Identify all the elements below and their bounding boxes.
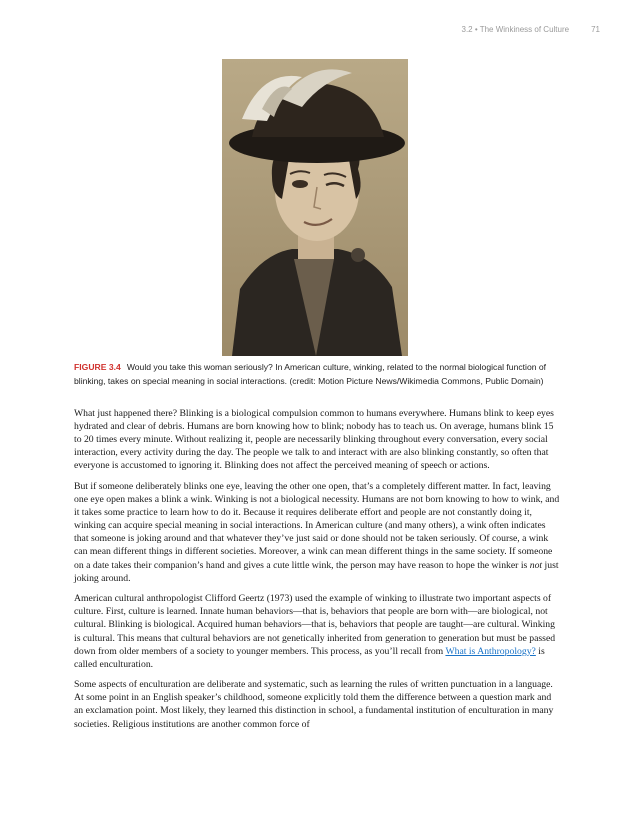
- paragraph: Some aspects of enculturation are deliberate and systematic, such as learning the rules of written punctuation in a language. At some point in an English speaker’s childhood, someone explicitly told them the difference between a question mark and an exclamation point. Most likely, they learned this distinction in school, a fundamental institution of enculturation in many societies. Religious institutions are another common force of: [74, 679, 554, 730]
- body-text: [74, 407, 560, 738]
- page-number: 71: [591, 25, 600, 34]
- section-title: 3.2 • The Winkiness of Culture: [461, 25, 570, 34]
- paragraph: But if someone deliberately blinks one eye, leaving the other one open, that’s a completely different matter. In fact, leaving one eye open makes a blink a wink. Winking is not a biological necessity. Humans are not born knowing to how to wink, and it takes some practice to learn how to do it. Because it requires deliberate effort and people are not constantly doing it, winking can acquire special meaning in social interactions. In American culture (and many others), a wink often indicates that someone is joking around and that whatever they’ve just said or done should not be taken seriously. Of course, a wink can mean different things in different societies. Moreover, a wink can mean different things in the same society. If someone on a date takes their companion’s hand and gives a cute little wink, the person may have reason to hope the winker is not just joking around.: [74, 480, 560, 584]
- paragraph: What just happened there? Blinking is a biological compulsion common to humans everywhere. Humans blink to keep eyes hydrated and clear of debris. Humans are born knowing how to blink; nobody has to teach us. On average, humans blink 15 to 20 times every minute. Without realizing it, people are necessarily blinking throughout every conversation, every social interaction, every activity during the day. The people we talk to and interact with are also blinking constantly, so often that everyone is accustomed to ignoring it. Blinking does not affect the perceived meaning of speech or actions.: [74, 408, 554, 472]
- figure-label: FIGURE 3.4: [74, 362, 121, 372]
- running-head: [462, 25, 601, 34]
- figure-caption-text: Would you take this woman seriously? In American culture, winking, related to the normal biological function of blinking, takes on special meaning in social interactions. (credit: Motion Picture News/Wikimedia Commons, Public Domain): [74, 362, 547, 386]
- figure-caption: [74, 360, 558, 388]
- woman-winking-photo: [222, 59, 408, 356]
- what-is-anthropology-link[interactable]: What is Anthropology?: [445, 645, 536, 657]
- paragraph: American cultural anthropologist Clifford Geertz (1973) used the example of winking to illustrate two important aspects of culture. First, culture is learned. Innate human behaviors—that is, behaviors that people are born with—are biological, not cultural. Blinking is biological. Acquired human behaviors—that is, behaviors that people are taught—are cultural. Winking is cultural. This means that cultural behaviors are not genetically inherited from generation to generation but must be passed down from older members of a society to younger members. This process, as you’ll recall from What is Anthropology? is called enculturation.: [74, 593, 556, 670]
- emphasis: not: [529, 559, 543, 571]
